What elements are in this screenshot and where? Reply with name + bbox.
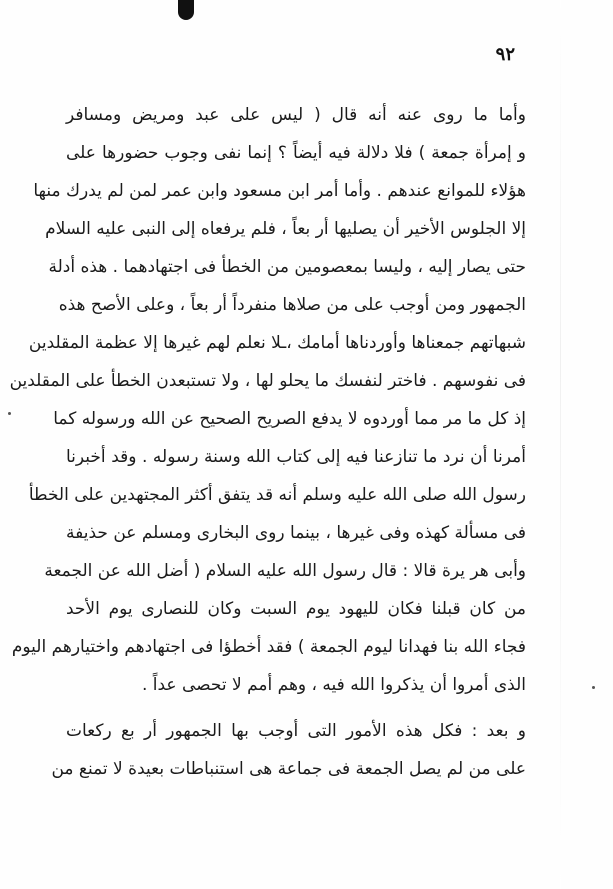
text-line: من كان قبلنا فكان لليهود يوم السبت وكان للنصارى يوم الأحد	[66, 599, 526, 619]
text-line: إذ كل ما مر مما أوردوه لا يدفع الصريح الصحيح عن الله ورسوله كما	[53, 409, 526, 429]
margin-speck	[8, 412, 11, 415]
paragraph-gap	[66, 704, 526, 712]
page-number: ٩٢	[495, 44, 515, 65]
margin-speck	[592, 686, 595, 689]
text-line: هؤلاء للموانع عندهم . وأما أمر ابن مسعود وابن عمر لمن لم يدرك منها	[33, 181, 526, 201]
text-line: وأما ما روى عنه أنه قال ( ليس على عبد ومريض ومسافر	[66, 105, 526, 125]
text-line: و بعد : فكل هذه الأمور التى أوجب بها الجمهور أر بع ركعات	[66, 721, 526, 741]
paragraph-1	[9, 96, 526, 704]
text-line: شبهاتهم جمعناها وأوردناها أمامك ،ـلا نعلم لهم غيرها إلا عظمة المقلدين	[28, 333, 526, 353]
text-line: وأبى هر يرة قالا : قال رسول الله عليه السلام ( أضل الله عن الجمعة	[44, 561, 526, 581]
body-text	[9, 96, 526, 788]
text-line: فى نفوسهم . فاختر لنفسك ما يحلو لها ، ولا تستبعدن الخطأ على المقلدين	[9, 371, 526, 391]
text-line: و إمرأة جمعة ) فلا دلالة فيه أيضاً ؟ إنما نفى وجوب حضورها على	[66, 143, 526, 163]
ink-blot	[178, 0, 194, 20]
paragraph-2	[51, 712, 526, 788]
text-line: الجمهور ومن أوجب على من صلاها منفرداً أر بعاً ، وعلى الأصح هذه	[58, 295, 526, 315]
text-line: فجاء الله بنا فهدانا ليوم الجمعة ) فقد أخطؤا فى اجتهادهم واختيارهم اليوم	[11, 637, 526, 657]
text-line: فى مسألة كهذه وفى غيرها ، بينما روى البخارى ومسلم عن حذيفة	[66, 523, 526, 543]
text-line: على من لم يصل الجمعة فى جماعة هى استنباطات بعيدة لا تمنع من	[51, 759, 526, 779]
page-fold-shadow	[560, 0, 561, 889]
text-line: رسول الله صلى الله عليه وسلم أنه قد يتفق أكثر المجتهدين على الخطأ	[28, 485, 526, 505]
text-line: أمرنا أن نرد ما تنازعنا فيه إلى كتاب الله وسنة رسوله . وقد أخبرنا	[66, 447, 526, 467]
text-line: إلا الجلوس الأخير أن يصليها أر بعاً ، فلم يرفعاه إلى النبى عليه السلام	[45, 219, 526, 239]
text-line: الذى أمروا أن يذكروا الله فيه ، وهم أمم لا تحصى عداً .	[141, 675, 526, 695]
text-line: حتى يصار إليه ، وليسا بمعصومين من الخطأ فى اجتهادهما . هذه أدلة	[48, 257, 526, 277]
